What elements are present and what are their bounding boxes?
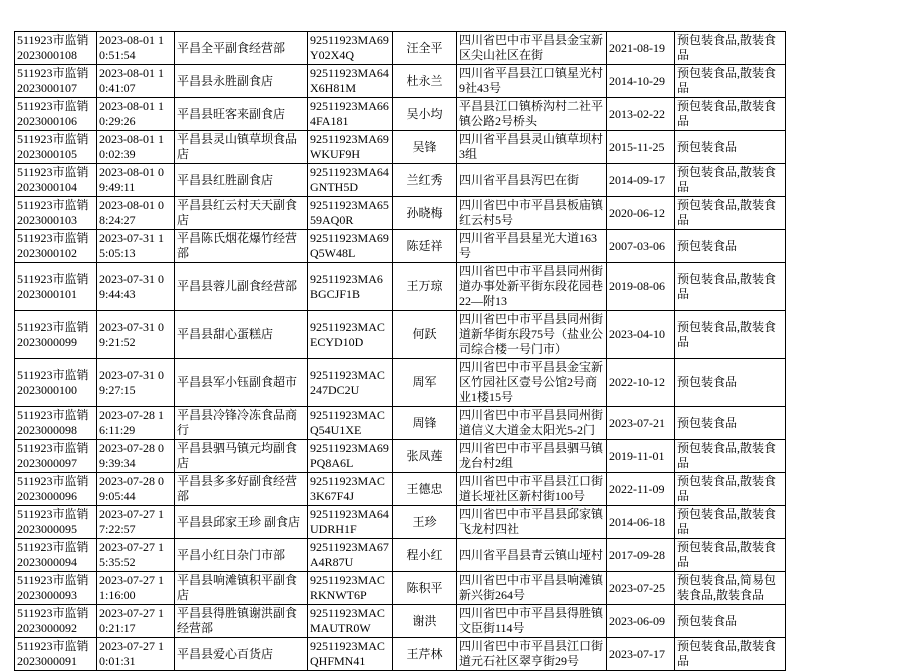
cell-address: 四川省平昌县灵山镇草坝村3组: [457, 131, 607, 164]
table-row: [15, 638, 786, 671]
cell-person: 吴小均: [393, 98, 457, 131]
table-row: [15, 98, 786, 131]
cell-name: 平昌县红胜副食店: [175, 164, 308, 197]
cell-reg_no: 511923市监销2023000100: [15, 359, 97, 407]
cell-credit_code: 92511923MACMAUTR0W: [308, 605, 393, 638]
cell-reg_no: 511923市监销2023000104: [15, 164, 97, 197]
cell-reg_no: 511923市监销2023000106: [15, 98, 97, 131]
cell-name: 平昌县蓉儿副食经营部: [175, 263, 308, 311]
cell-address: 四川省平昌县泻巴在街: [457, 164, 607, 197]
cell-credit_code: 92511923MA64UDRH1F: [308, 506, 393, 539]
cell-address: 四川省巴中市平昌县驷马镇龙台村2组: [457, 440, 607, 473]
cell-credit_code: 92511923MAC3K67F4J: [308, 473, 393, 506]
cell-report_time: 2023-07-28 16:11:29: [97, 407, 175, 440]
cell-report_time: 2023-08-01 10:29:26: [97, 98, 175, 131]
cell-report_time: 2023-07-27 17:22:57: [97, 506, 175, 539]
cell-approval_date: 2015-11-25: [607, 131, 675, 164]
cell-reg_no: 511923市监销2023000096: [15, 473, 97, 506]
cell-address: 四川省巴中市平昌县同州街道办事处新平街东段花园巷22—附13: [457, 263, 607, 311]
cell-reg_no: 511923市监销2023000092: [15, 605, 97, 638]
cell-approval_date: 2023-07-17: [607, 638, 675, 671]
cell-report_time: 2023-07-27 10:21:17: [97, 605, 175, 638]
cell-name: 平昌县多多好副食经营部: [175, 473, 308, 506]
cell-name: 平昌县得胜镇谢洪副食经营部: [175, 605, 308, 638]
cell-report_time: 2023-07-28 09:39:34: [97, 440, 175, 473]
cell-credit_code: 92511923MACECYD10D: [308, 311, 393, 359]
cell-address: 四川省巴中市平昌县得胜镇文臣街114号: [457, 605, 607, 638]
cell-food_types: 预包装食品,散装食品: [675, 440, 786, 473]
cell-report_time: 2023-07-31 09:44:43: [97, 263, 175, 311]
cell-food_types: 预包装食品,散装食品: [675, 197, 786, 230]
cell-food_types: 预包装食品,散装食品: [675, 164, 786, 197]
cell-name: 平昌县旺客来副食店: [175, 98, 308, 131]
cell-credit_code: 92511923MA6BGCJF1B: [308, 263, 393, 311]
table-row: [15, 263, 786, 311]
cell-report_time: 2023-08-01 10:41:07: [97, 65, 175, 98]
cell-food_types: 预包装食品: [675, 131, 786, 164]
table-body: [15, 32, 786, 671]
cell-report_time: 2023-08-01 09:49:11: [97, 164, 175, 197]
cell-food_types: 预包装食品: [675, 605, 786, 638]
cell-approval_date: 2017-09-28: [607, 539, 675, 572]
table-row: [15, 440, 786, 473]
cell-credit_code: 92511923MA69PQ8A6L: [308, 440, 393, 473]
cell-approval_date: 2022-11-09: [607, 473, 675, 506]
cell-approval_date: 2020-06-12: [607, 197, 675, 230]
cell-credit_code: 92511923MA64GNTH5D: [308, 164, 393, 197]
cell-reg_no: 511923市监销2023000102: [15, 230, 97, 263]
table-row: [15, 197, 786, 230]
cell-report_time: 2023-08-01 10:51:54: [97, 32, 175, 65]
cell-approval_date: 2019-08-06: [607, 263, 675, 311]
cell-credit_code: 92511923MA6559AQ0R: [308, 197, 393, 230]
cell-credit_code: 92511923MA64X6H81M: [308, 65, 393, 98]
table-row: [15, 230, 786, 263]
cell-reg_no: 511923市监销2023000107: [15, 65, 97, 98]
cell-food_types: 预包装食品,散装食品: [675, 65, 786, 98]
table-row: [15, 539, 786, 572]
table-row: [15, 605, 786, 638]
cell-reg_no: 511923市监销2023000105: [15, 131, 97, 164]
cell-person: 汪全平: [393, 32, 457, 65]
cell-address: 四川省巴中市平昌县响滩镇新兴街264号: [457, 572, 607, 605]
cell-name: 平昌县灵山镇草坝食品店: [175, 131, 308, 164]
cell-approval_date: 2022-10-12: [607, 359, 675, 407]
cell-credit_code: 92511923MA69Q5W48L: [308, 230, 393, 263]
cell-address: 四川省巴中市平昌县金宝新区尖山社区在街: [457, 32, 607, 65]
table-row: [15, 572, 786, 605]
cell-person: 张凤莲: [393, 440, 457, 473]
cell-address: 四川省平昌县江口镇星光村9社43号: [457, 65, 607, 98]
cell-food_types: 预包装食品: [675, 407, 786, 440]
cell-food_types: 预包装食品,散装食品: [675, 506, 786, 539]
table-row: [15, 164, 786, 197]
cell-person: 陈廷祥: [393, 230, 457, 263]
cell-report_time: 2023-07-31 15:05:13: [97, 230, 175, 263]
cell-address: 四川省平昌县青云镇山垭村: [457, 539, 607, 572]
cell-credit_code: 92511923MAC247DC2U: [308, 359, 393, 407]
table-row: [15, 407, 786, 440]
cell-report_time: 2023-08-01 10:02:39: [97, 131, 175, 164]
table-row: [15, 311, 786, 359]
cell-person: 兰红秀: [393, 164, 457, 197]
cell-name: 平昌县军小钰副食超市: [175, 359, 308, 407]
cell-person: 王德忠: [393, 473, 457, 506]
cell-name: 平昌县红云村天天副食店: [175, 197, 308, 230]
table-row: [15, 506, 786, 539]
cell-name: 平昌小红日杂门市部: [175, 539, 308, 572]
cell-food_types: 预包装食品: [675, 230, 786, 263]
cell-food_types: 预包装食品,散装食品: [675, 263, 786, 311]
cell-person: 周锋: [393, 407, 457, 440]
cell-reg_no: 511923市监销2023000108: [15, 32, 97, 65]
cell-name: 平昌县响滩镇积平副食店: [175, 572, 308, 605]
cell-approval_date: 2014-09-17: [607, 164, 675, 197]
cell-name: 平昌县甜心蛋糕店: [175, 311, 308, 359]
cell-name: 平昌全平副食经营部: [175, 32, 308, 65]
records-table: [14, 31, 786, 671]
cell-food_types: 预包装食品: [675, 359, 786, 407]
cell-approval_date: 2023-07-21: [607, 407, 675, 440]
cell-approval_date: 2023-04-10: [607, 311, 675, 359]
cell-person: 孙晓梅: [393, 197, 457, 230]
cell-name: 平昌县驷马镇元均副食店: [175, 440, 308, 473]
cell-name: 平昌县永胜副食店: [175, 65, 308, 98]
cell-person: 陈积平: [393, 572, 457, 605]
cell-approval_date: 2007-03-06: [607, 230, 675, 263]
cell-person: 王万琼: [393, 263, 457, 311]
cell-reg_no: 511923市监销2023000101: [15, 263, 97, 311]
cell-credit_code: 92511923MACRKNWT6P: [308, 572, 393, 605]
cell-person: 王芹林: [393, 638, 457, 671]
cell-food_types: 预包装食品,散装食品: [675, 32, 786, 65]
table-row: [15, 32, 786, 65]
table-row: [15, 473, 786, 506]
cell-food_types: 预包装食品,散装食品: [675, 638, 786, 671]
cell-approval_date: 2021-08-19: [607, 32, 675, 65]
cell-credit_code: 92511923MA664FA181: [308, 98, 393, 131]
cell-address: 四川省巴中市平昌县邱家镇飞龙村四社: [457, 506, 607, 539]
cell-report_time: 2023-07-27 15:35:52: [97, 539, 175, 572]
cell-reg_no: 511923市监销2023000097: [15, 440, 97, 473]
cell-address: 四川省巴中市平昌县同州街道信义大道金太阳光5-2门: [457, 407, 607, 440]
cell-reg_no: 511923市监销2023000098: [15, 407, 97, 440]
cell-reg_no: 511923市监销2023000099: [15, 311, 97, 359]
cell-name: 平昌县邱家王珍 副食店: [175, 506, 308, 539]
cell-address: 四川省平昌县星光大道163号: [457, 230, 607, 263]
cell-name: 平昌县爱心百货店: [175, 638, 308, 671]
cell-address: 四川省巴中市平昌县江口街道元石社区翠亨街29号: [457, 638, 607, 671]
cell-person: 吴锋: [393, 131, 457, 164]
cell-person: 何跃: [393, 311, 457, 359]
table-row: [15, 359, 786, 407]
cell-approval_date: 2014-10-29: [607, 65, 675, 98]
cell-credit_code: 92511923MACQHFMN41: [308, 638, 393, 671]
cell-credit_code: 92511923MA69Y02X4Q: [308, 32, 393, 65]
cell-food_types: 预包装食品,散装食品: [675, 98, 786, 131]
cell-person: 周军: [393, 359, 457, 407]
cell-approval_date: 2023-07-25: [607, 572, 675, 605]
cell-person: 杜永兰: [393, 65, 457, 98]
cell-person: 程小红: [393, 539, 457, 572]
cell-credit_code: 92511923MACQ54U1XE: [308, 407, 393, 440]
cell-address: 四川省巴中市平昌县金宝新区竹园社区壹号公馆2号商业1楼15号: [457, 359, 607, 407]
cell-address: 四川省巴中市平昌县江口街道长垭社区新村街100号: [457, 473, 607, 506]
cell-name: 平昌县冷锋冷冻食品商行: [175, 407, 308, 440]
cell-report_time: 2023-07-31 09:21:52: [97, 311, 175, 359]
cell-person: 谢洪: [393, 605, 457, 638]
cell-address: 平昌县江口镇桥沟村二社平镇公路2号桥头: [457, 98, 607, 131]
cell-food_types: 预包装食品,简易包装食品,散装食品: [675, 572, 786, 605]
cell-person: 王珍: [393, 506, 457, 539]
cell-approval_date: 2019-11-01: [607, 440, 675, 473]
cell-food_types: 预包装食品,散装食品: [675, 311, 786, 359]
cell-food_types: 预包装食品,散装食品: [675, 539, 786, 572]
cell-approval_date: 2013-02-22: [607, 98, 675, 131]
table-row: [15, 131, 786, 164]
cell-report_time: 2023-07-27 10:01:31: [97, 638, 175, 671]
cell-reg_no: 511923市监销2023000095: [15, 506, 97, 539]
cell-approval_date: 2014-06-18: [607, 506, 675, 539]
cell-report_time: 2023-08-01 08:24:27: [97, 197, 175, 230]
cell-reg_no: 511923市监销2023000094: [15, 539, 97, 572]
cell-reg_no: 511923市监销2023000093: [15, 572, 97, 605]
cell-credit_code: 92511923MA67A4R87U: [308, 539, 393, 572]
cell-reg_no: 511923市监销2023000091: [15, 638, 97, 671]
cell-reg_no: 511923市监销2023000103: [15, 197, 97, 230]
cell-food_types: 预包装食品,散装食品: [675, 473, 786, 506]
cell-report_time: 2023-07-28 09:05:44: [97, 473, 175, 506]
cell-approval_date: 2023-06-09: [607, 605, 675, 638]
table-row: [15, 65, 786, 98]
cell-address: 四川省巴中市平昌县板庙镇红云村5号: [457, 197, 607, 230]
cell-report_time: 2023-07-31 09:27:15: [97, 359, 175, 407]
cell-name: 平昌陈氏烟花爆竹经营部: [175, 230, 308, 263]
cell-credit_code: 92511923MA69WKUF9H: [308, 131, 393, 164]
cell-report_time: 2023-07-27 11:16:00: [97, 572, 175, 605]
cell-address: 四川省巴中市平昌县同州街道新华街东段75号（盐业公司综合楼一号门市）: [457, 311, 607, 359]
